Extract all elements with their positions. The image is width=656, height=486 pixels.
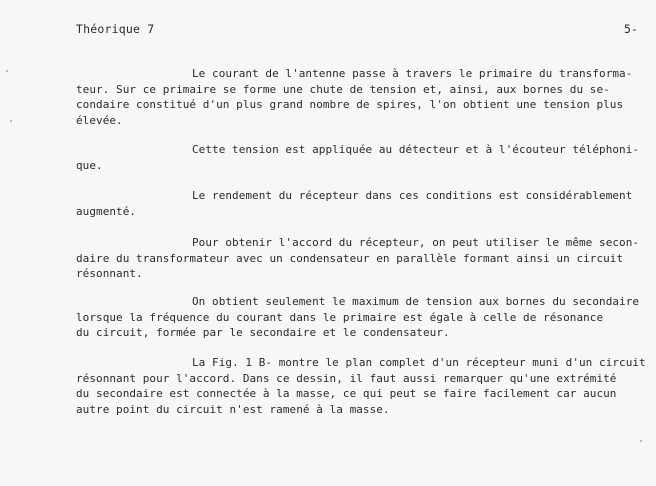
paragraph-line: autre point du circuit n'est ramené à la masse. <box>76 402 390 416</box>
scan-speck <box>640 440 642 442</box>
page-header-title: Théorique 7 <box>76 22 155 36</box>
paragraph-line: La Fig. 1 B- montre le plan complet d'un récepteur muni d'un circuit <box>192 356 646 369</box>
paragraph-6 <box>76 355 646 417</box>
paragraph-line: que. <box>76 158 103 172</box>
paragraph-line: Le courant de l'antenne passe à travers le primaire du transforma- <box>192 67 633 80</box>
paragraph-line: résonnant. <box>76 267 143 280</box>
paragraph-line: Pour obtenir l'accord du récepteur, on peut utiliser le même secon- <box>192 236 640 249</box>
paragraph-line: On obtient seulement le maximum de tension aux bornes du secondaire <box>192 295 640 308</box>
paragraph-1 <box>76 66 632 128</box>
paragraph-line: condaire constitué d'un plus grand nombre de spires, l'on obtient une tension plus <box>76 98 624 111</box>
paragraph-line: augmenté. <box>76 204 137 218</box>
paragraph-line: Le rendement du récepteur dans ces conditions est considérablement <box>192 189 633 202</box>
paragraph-line: lorsque la fréquence du courant dans le primaire est égale à celle de résonance <box>76 310 604 324</box>
paragraph-line: du circuit, formée par le secondaire et le condensateur. <box>76 326 450 339</box>
paragraph-line: daire du transformateur avec un condensateur en parallèle formant ainsi un circuit <box>76 251 624 265</box>
paragraph-line: élevée. <box>76 113 123 127</box>
scan-speck <box>10 120 12 122</box>
paragraph-line: du secondaire est connectée à la masse, ce qui peut se faire facilement car aucun <box>76 387 617 400</box>
paragraph-2 <box>76 142 639 173</box>
page-number: 5- <box>624 22 638 36</box>
paragraph-4 <box>76 235 639 282</box>
paragraph-5 <box>76 294 639 341</box>
scan-speck <box>6 70 8 72</box>
paragraph-line: teur. Sur ce primaire se forme une chute de tension et, ainsi, aux bornes du se- <box>76 82 610 96</box>
paragraph-line: Cette tension est appliquée au détecteur et à l'écouteur téléphoni- <box>192 143 640 156</box>
paragraph-3 <box>76 188 632 219</box>
paragraph-line: résonnant pour l'accord. Dans ce dessin, il faut aussi remarquer qu'une extrémité <box>76 371 617 385</box>
